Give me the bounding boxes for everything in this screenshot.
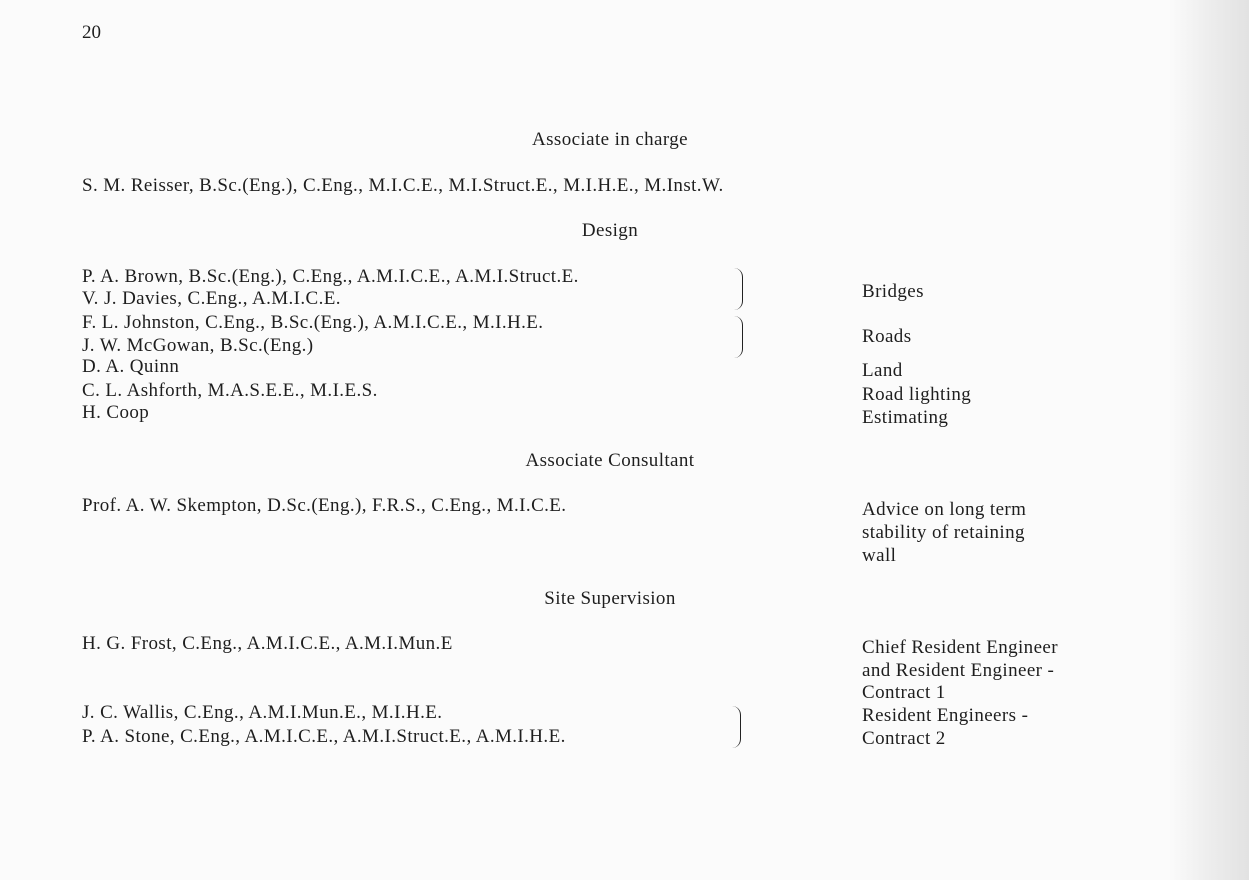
role-chief-resident-line-3: Contract 1 xyxy=(862,682,946,703)
role-resident-engineers-line-1: Resident Engineers - xyxy=(862,705,1029,726)
name-johnston: F. L. Johnston, C.Eng., B.Sc.(Eng.), A.M.I.C.E., M.I.H.E. xyxy=(82,312,544,333)
role-road-lighting: Road lighting xyxy=(862,384,972,405)
role-resident-engineers-line-2: Contract 2 xyxy=(862,728,946,749)
name-ashforth: C. L. Ashforth, M.A.S.E.E., M.I.E.S. xyxy=(82,380,378,401)
name-skempton: Prof. A. W. Skempton, D.Sc.(Eng.), F.R.S., C.Eng., M.I.C.E. xyxy=(82,495,567,516)
heading-associate-in-charge: Associate in charge xyxy=(531,129,689,150)
name-brown: P. A. Brown, B.Sc.(Eng.), C.Eng., A.M.I.C.E., A.M.I.Struct.E. xyxy=(82,266,579,287)
role-chief-resident-line-2: and Resident Engineer - xyxy=(862,660,1055,681)
brace-bridges xyxy=(734,268,743,310)
role-roads: Roads xyxy=(862,326,912,347)
brace-resident-engineers xyxy=(732,706,741,748)
name-davies: V. J. Davies, C.Eng., A.M.I.C.E. xyxy=(82,288,341,309)
heading-site-supervision: Site Supervision xyxy=(544,588,676,609)
name-quinn: D. A. Quinn xyxy=(82,356,180,377)
role-estimating: Estimating xyxy=(862,407,949,428)
name-coop: H. Coop xyxy=(82,402,150,423)
name-frost: H. G. Frost, C.Eng., A.M.I.C.E., A.M.I.Mun.E xyxy=(82,633,453,654)
role-advice-line-2: stability of retaining xyxy=(862,522,1025,543)
brace-roads xyxy=(734,316,743,358)
role-advice-line-3: wall xyxy=(862,545,897,566)
heading-design: Design xyxy=(581,220,639,241)
name-wallis: J. C. Wallis, C.Eng., A.M.I.Mun.E., M.I.H.E. xyxy=(82,702,443,723)
heading-associate-consultant: Associate Consultant xyxy=(525,450,695,471)
role-chief-resident-line-1: Chief Resident Engineer xyxy=(862,637,1058,658)
role-advice-line-1: Advice on long term xyxy=(862,499,1027,520)
name-stone: P. A. Stone, C.Eng., A.M.I.C.E., A.M.I.Struct.E., A.M.I.H.E. xyxy=(82,726,566,747)
name-reisser: S. M. Reisser, B.Sc.(Eng.), C.Eng., M.I.C.E., M.I.Struct.E., M.I.H.E., M.Inst.W. xyxy=(82,175,724,196)
role-land: Land xyxy=(862,360,903,381)
page-number: 20 xyxy=(82,22,101,43)
name-mcgowan: J. W. McGowan, B.Sc.(Eng.) xyxy=(82,335,314,356)
role-bridges: Bridges xyxy=(862,281,924,302)
